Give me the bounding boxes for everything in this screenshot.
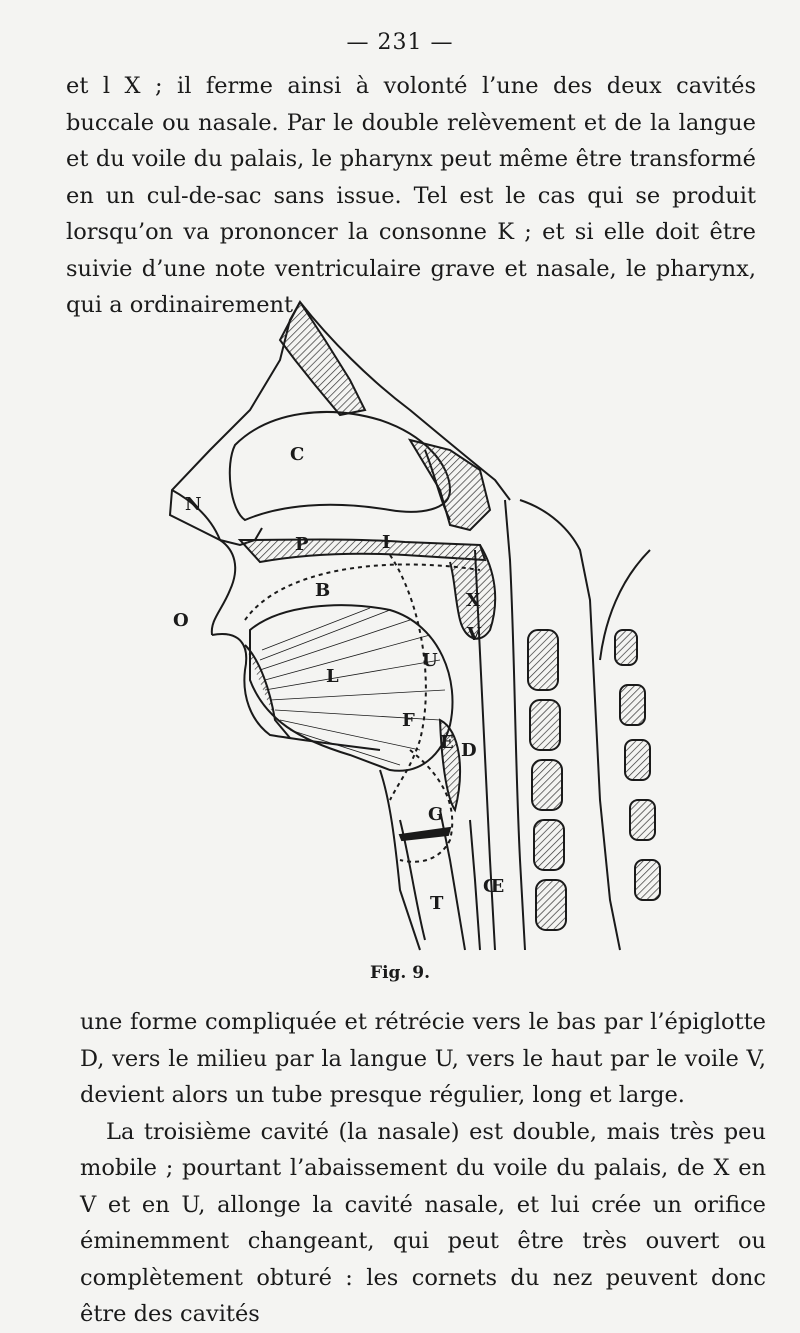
label-G: G xyxy=(428,804,444,825)
hatched-bone-upper xyxy=(280,302,365,415)
page-number: — 231 — xyxy=(346,30,454,55)
label-O: O xyxy=(173,610,189,631)
paragraph-bottom-2: La troisième cavité (la nasale) est double, mais très peu mobile ; pourtant l’abaissement du voile du palais, de X en V et en U, allonge la cavité nasale, et lui crée un orifice éminemment changeant, qui peut être très ouvert ou complètement obturé : les cornets du nez peuvent donc être des cavités xyxy=(80,1118,766,1327)
paragraph-bottom-1: une forme compliquée et rétrécie vers le bas par l’épiglotte D, vers le milieu par la langue U, vers le haut par le voile V, devient alors un tube presque régulier, long et large. xyxy=(80,1009,766,1108)
label-P: P xyxy=(295,534,309,555)
label-U: U xyxy=(422,650,438,671)
label-N: N xyxy=(185,494,202,515)
top-text-block xyxy=(66,68,756,324)
bottom-text-block xyxy=(80,1004,766,1333)
label-V: V xyxy=(467,624,481,645)
label-L: L xyxy=(326,666,339,687)
label-B: B xyxy=(315,580,331,601)
paragraph-top: et l X ; il ferme ainsi à volonté l’une des deux cavités buccale ou nasale. Par le double relèvement et de la langue et du voile du palais, le pharynx peut même être transformé en un cul-de-sac sans issue. Tel est le cas qui se produit lorsqu’on va prononcer la consonne K ; et si elle doit être suivie d’une note ventriculaire grave et nasale, le pharynx, qui a ordinairement xyxy=(66,73,756,318)
hard-palate xyxy=(240,540,485,563)
nasal-cavity-outline xyxy=(230,412,450,520)
label-X: X xyxy=(466,590,480,611)
vocal-cord xyxy=(400,828,450,840)
label-F: F xyxy=(402,710,415,731)
esophagus xyxy=(470,820,480,950)
label-OE: Œ xyxy=(483,876,505,897)
anatomical-figure xyxy=(150,300,670,960)
sphenoid-region xyxy=(410,440,490,530)
figure-caption: Fig. 9. xyxy=(370,963,430,983)
label-D: D xyxy=(461,740,477,761)
vocal-tract-illustration xyxy=(150,300,670,960)
tongue-fibers xyxy=(260,608,445,765)
label-T: T xyxy=(430,893,444,914)
pharynx-back xyxy=(505,500,525,950)
upper-lip xyxy=(212,540,235,635)
label-E: E xyxy=(440,732,454,753)
dashed-palate-curve xyxy=(245,564,480,620)
trachea xyxy=(440,810,465,950)
label-C: C xyxy=(290,444,305,465)
label-I: I xyxy=(382,532,391,553)
